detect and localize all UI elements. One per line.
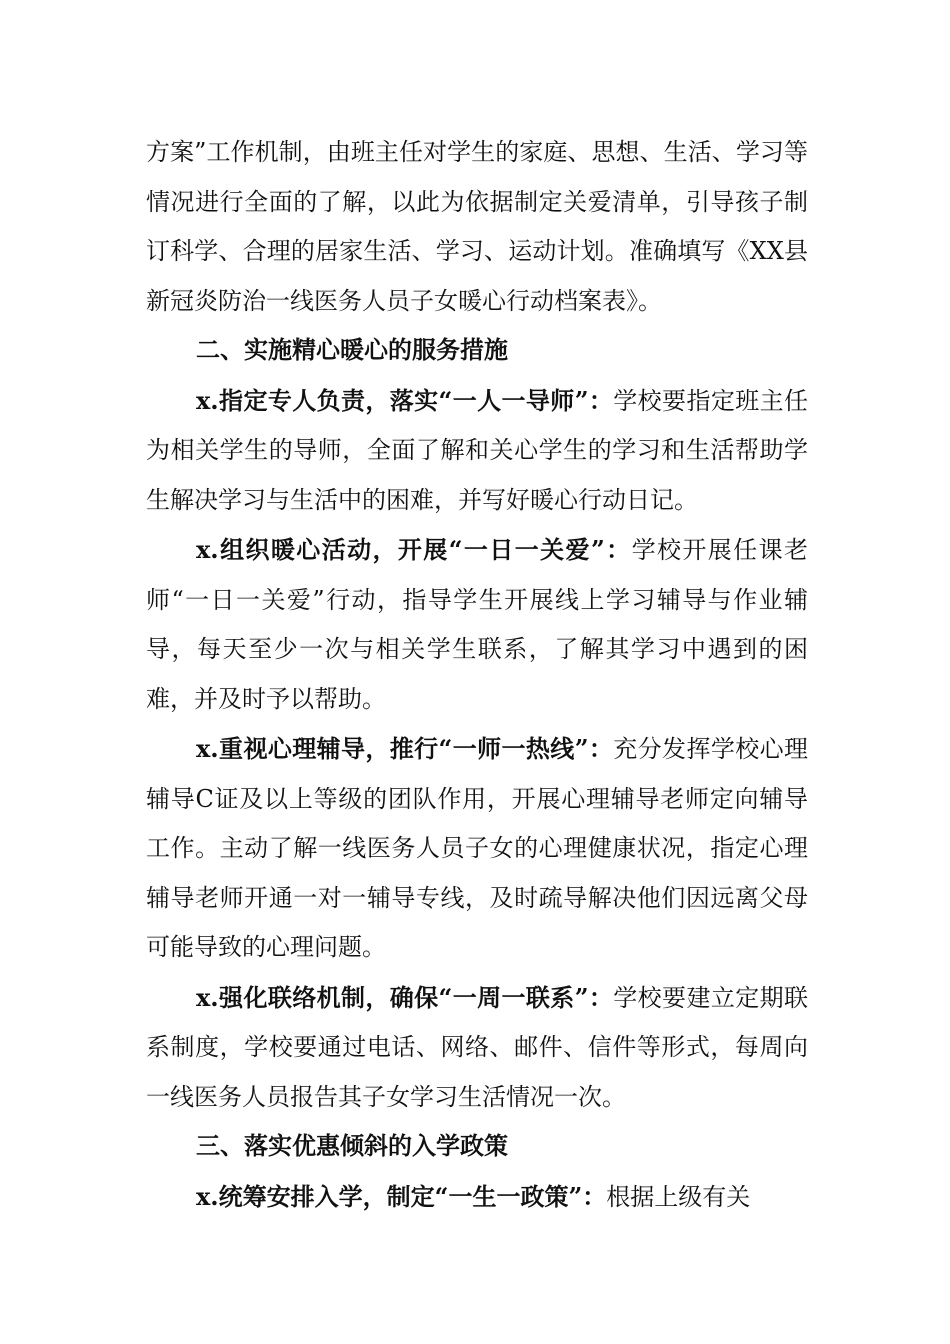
item-text: 充分发挥学校心理辅导C证及以上等级的团队作用，开展心理辅导老师定向辅导工作。主动了解一线医务人员子女的心理健康状况，指定心理辅导老师开通一对一辅导专线，及时疏导解决他们因远离父母可能导致的心理问题。: [146, 735, 809, 961]
item-lead: x.指定专人负责，落实“一人一导师”：: [196, 385, 614, 415]
section-heading-3: [146, 1122, 808, 1172]
item-lead: x.统筹安排入学，制定“一生一政策”：: [196, 1181, 607, 1211]
list-item: [146, 376, 808, 526]
paragraph-continuation: [146, 128, 808, 326]
item-lead: x.强化联络机制，确保“一周一联系”：: [196, 982, 614, 1012]
item-text: 根据上级有关: [606, 1182, 751, 1211]
item-lead: x.组织暖心活动，开展“一日一关爱”：: [196, 535, 632, 564]
document-body: [146, 128, 808, 1222]
list-item: [146, 525, 808, 724]
paragraph-text: 方案”工作机制，由班主任对学生的家庭、思想、生活、学习等情况进行全面的了解，以此为依据制定关爱清单，引导孩子制订科学、合理的居家生活、学习、运动计划。准确填写《XX县新冠炎防治一线医务人员子女暖心行动档案表》。: [146, 138, 808, 315]
section-heading-2: [146, 326, 808, 376]
heading-text: 三、落实优惠倾斜的入学政策: [196, 1132, 508, 1160]
heading-text: 二、实施精心暖心的服务措施: [196, 336, 508, 364]
item-text: 学校要指定班主任为相关学生的导师，全面了解和关心学生的学习和生活帮助学生解决学习与生活中的困难，并写好暖心行动日记。: [146, 386, 809, 514]
item-lead: x.重视心理辅导，推行“一师一热线”：: [196, 734, 614, 763]
list-item: [146, 1172, 808, 1223]
item-text: 学校要建立定期联系制度，学校要通过电话、网络、邮件、信件等形式，每周向一线医务人员报告其子女学习生活情况一次。: [146, 983, 809, 1111]
list-item: [146, 724, 808, 973]
item-text: 学校开展任课老师“一日一关爱”行动，指导学生开展线上学习辅导与作业辅导，每天至少一次与相关学生联系，了解其学习中遇到的困难，并及时予以帮助。: [146, 536, 808, 713]
list-item: [146, 973, 808, 1123]
